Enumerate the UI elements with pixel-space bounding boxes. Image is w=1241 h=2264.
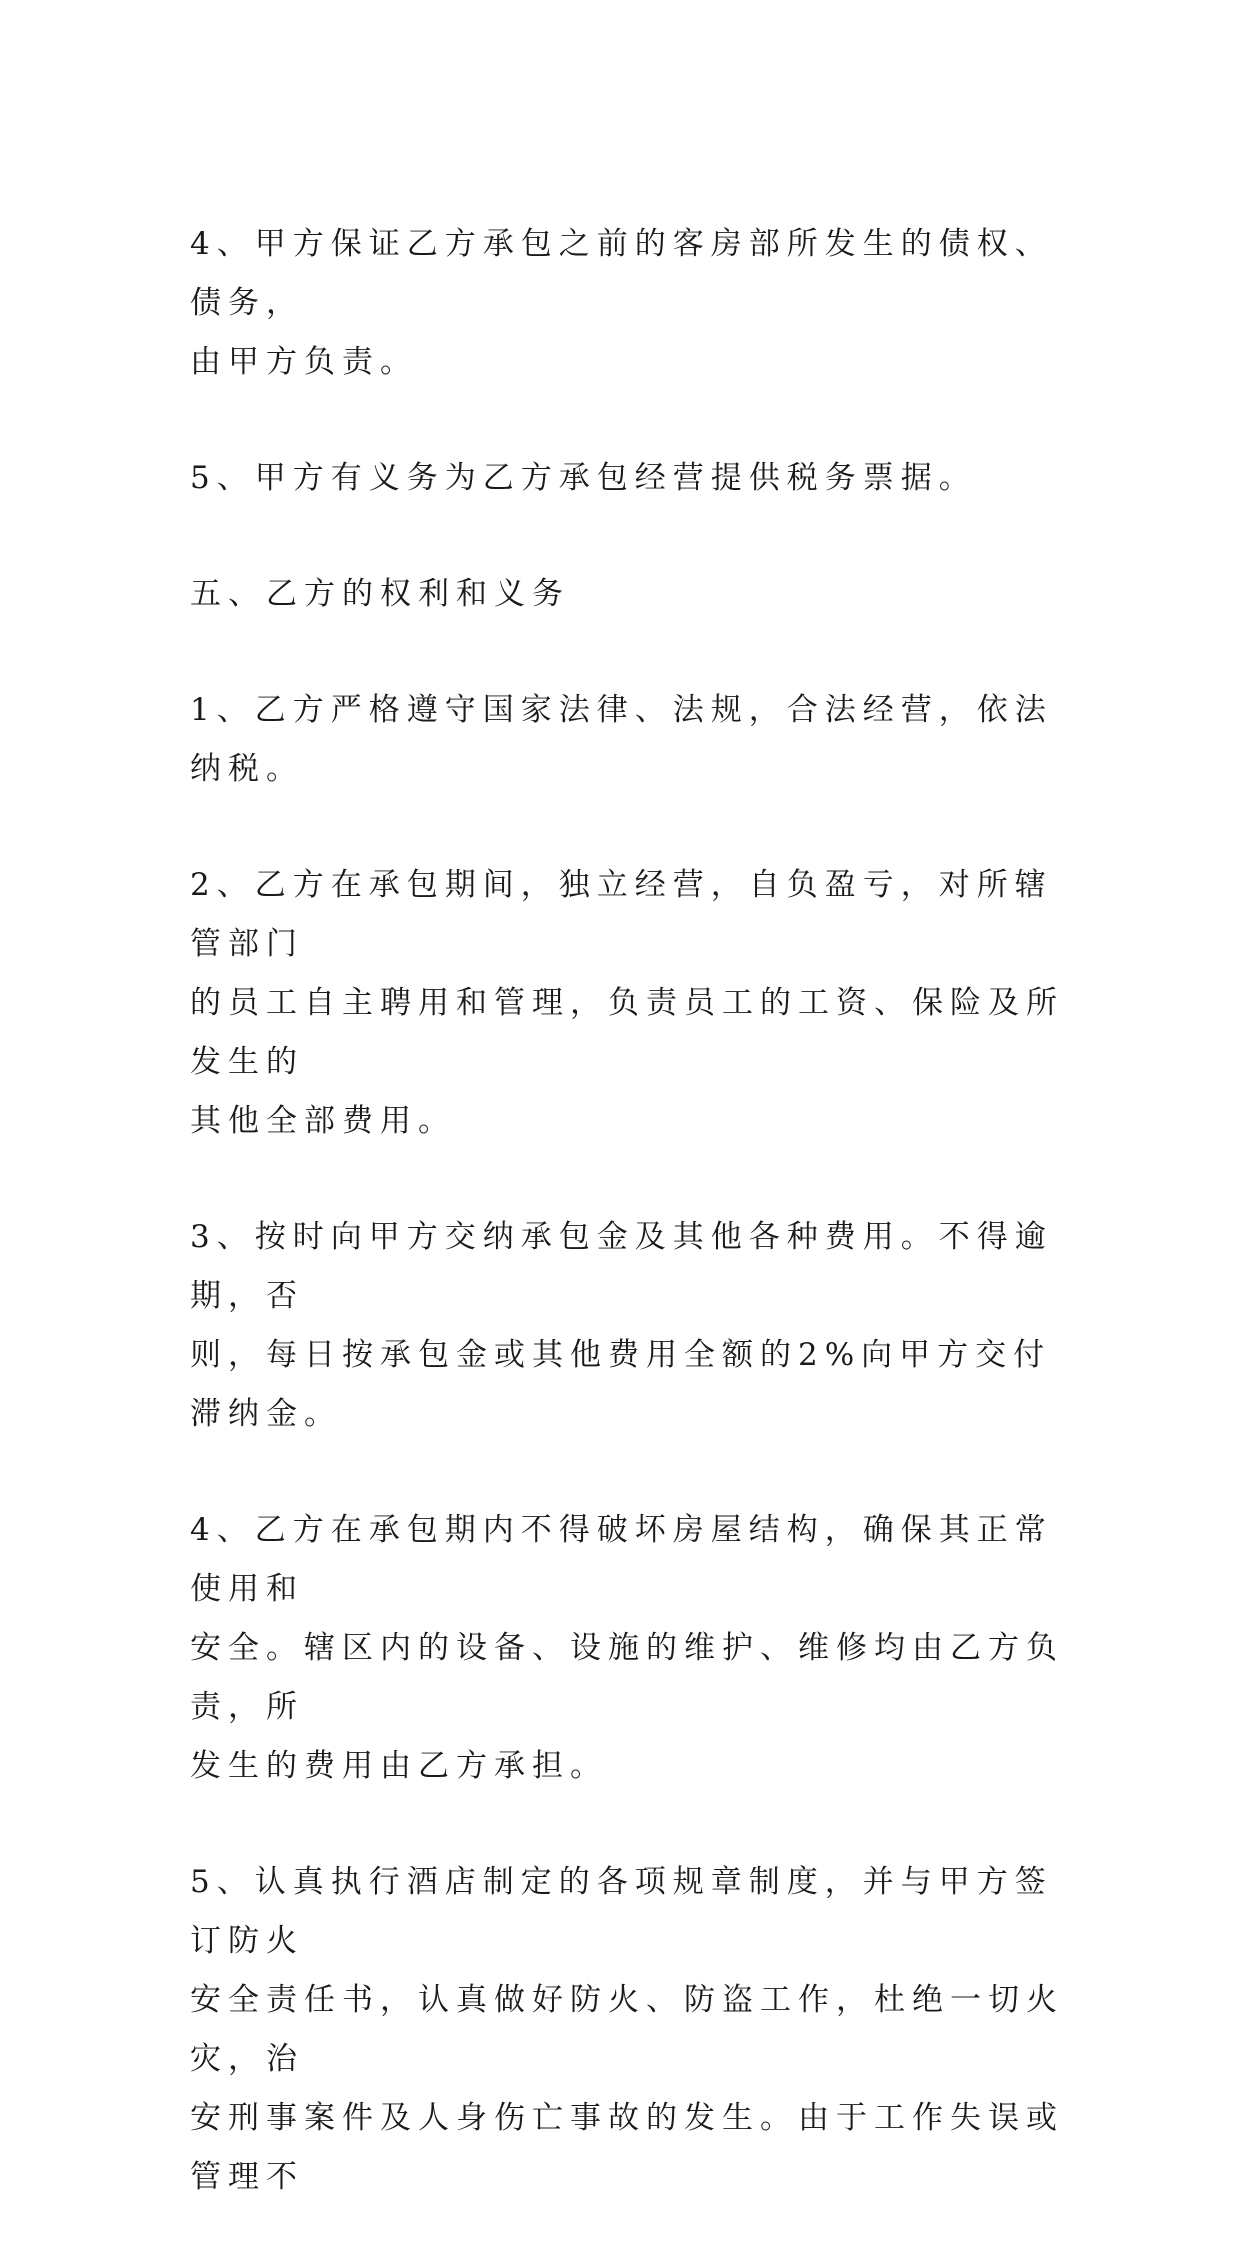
clause-b3: 3、按时向甲方交纳承包金及其他各种费用。不得逾期，否 则，每日按承包金或其他费用全额的2%向甲方交付滞纳金。 — [190, 1219, 1053, 1432]
clause-b2: 2、乙方在承包期间，独立经营，自负盈亏，对所辖管部门 的员工自主聘用和管理，负责员工的工资、保险及所发生的 其他全部费用。 — [190, 867, 1064, 1139]
document-body — [190, 215, 1070, 2264]
clause-b1: 1、乙方严格遵守国家法律、法规，合法经营，依法纳税。 — [190, 692, 1053, 787]
clause-a4: 4、甲方保证乙方承包之前的客房部所发生的债权、债务， 由甲方负责。 — [190, 226, 1053, 380]
clause-b5: 5、认真执行酒店制定的各项规章制度，并与甲方签订防火 安全责任书，认真做好防火、防盗工作，杜绝一切火灾，治 安刑事案件及人身伤亡事故的发生。由于工作失误或管理不 — [190, 1864, 1064, 2195]
section-heading: 五、乙方的权利和义务 — [190, 576, 570, 612]
clause-b4: 4、乙方在承包期内不得破坏房屋结构，确保其正常使用和 安全。辖区内的设备、设施的维护、维修均由乙方负责，所 发生的费用由乙方承担。 — [190, 1512, 1064, 1784]
clause-a5: 5、甲方有义务为乙方承包经营提供税务票据。 — [190, 460, 977, 496]
